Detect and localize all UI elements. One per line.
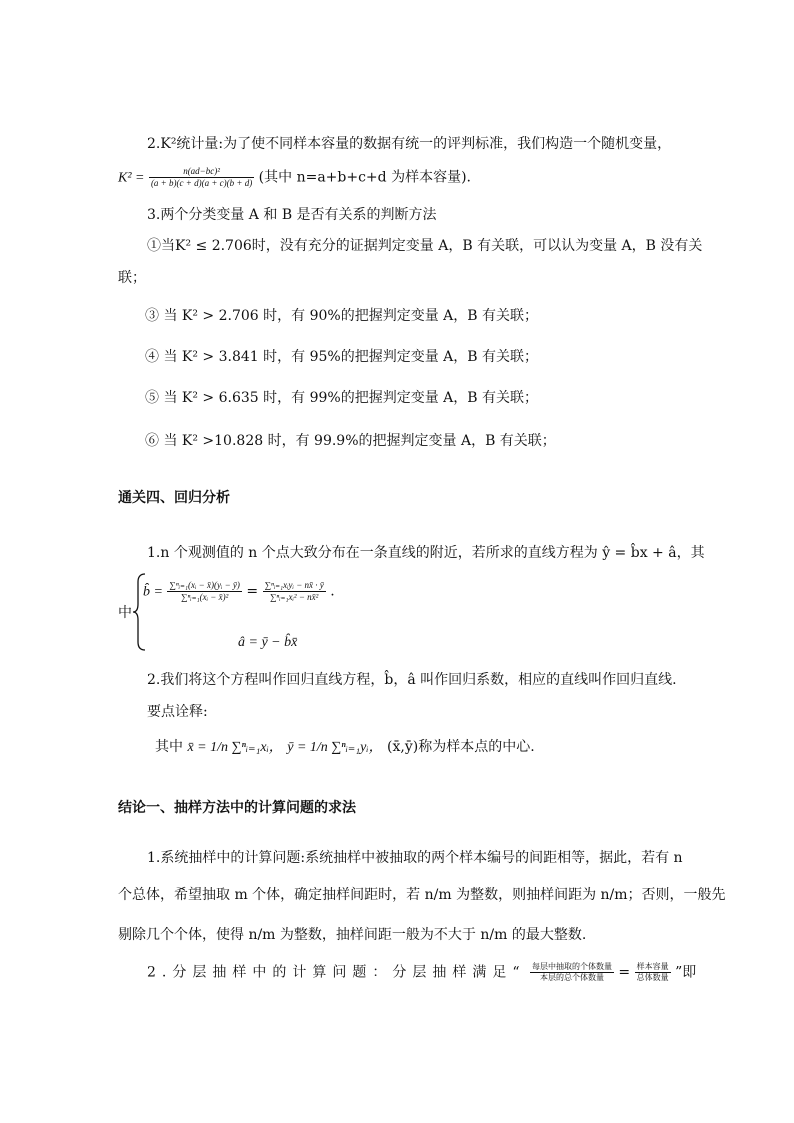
k2-formula [118, 166, 471, 192]
section3-item1: ①当K² ≤ 2.706时，没有充分的证据判定变量 A，B 有关联，可以认为变量 A，B 没有关 [147, 238, 703, 254]
section3-item2: ③ 当 K² > 2.706 时，有 90%的把握判定变量 A，B 有关联； [145, 308, 538, 324]
regression-a-formula: â = ȳ − b̂x̄ [238, 635, 298, 650]
section3-item3: ④ 当 K² > 3.841 时，有 95%的把握判定变量 A，B 有关联； [145, 349, 538, 365]
strat-f1-den: 本层的总个体数量 [539, 973, 604, 982]
section3-item1-cont: 联； [118, 270, 146, 286]
k2-numerator: n(ad−bc)² [149, 166, 254, 178]
b-fraction-2 [263, 580, 326, 603]
b-num-1: ∑ⁿᵢ₌₁(xᵢ − x̄)(yᵢ − ȳ) [169, 580, 240, 590]
regression-line2: 2.我们将这个方程叫作回归直线方程，b̂，â 叫作回归系数，相应的直线叫作回归直线. [147, 672, 677, 688]
strat-f2-den: 总体数量 [636, 973, 669, 982]
k2-denominator: (a + b)(c + d)(a + c)(b + d) [150, 178, 253, 188]
k2-note: (其中 n=a+b+c+d 为样本容量). [258, 169, 471, 186]
sample-center-line [155, 737, 535, 758]
center-pre: 其中 [155, 739, 183, 755]
heading-regression: 通关四、回归分析 [118, 489, 230, 505]
k2-fraction [149, 166, 254, 189]
systematic-line3: 剔除几个个体，使得 n/m 为整数，抽样间距一般为不大于 n/m 的最大整数. [118, 927, 587, 943]
x-bar-def: x̄ = 1/n ∑ⁿᵢ₌₁xᵢ， [187, 740, 283, 755]
strat-equals: = [618, 964, 631, 981]
stratified-line [147, 962, 696, 990]
section3-item5: ⑥ 当 K² >10.828 时，有 99.9%的把握判定变量 A，B 有关联； [145, 433, 556, 449]
stratified-fraction-2 [635, 962, 671, 983]
stratified-post: ”即 [675, 964, 697, 981]
k2-intro: 2.K²统计量:为了使不同样本容量的数据有统一的评判标准，我们构造一个随机变量， [147, 136, 672, 152]
regression-zhong: 中 [118, 605, 132, 621]
b-den-2: ∑ⁿᵢ₌₁xᵢ² − nx̄² [269, 592, 319, 602]
b-num-2: ∑ⁿᵢ₌₁xᵢyᵢ − nx̄ · ȳ [264, 580, 324, 590]
b-hat-lhs: b̂ = [143, 584, 163, 600]
section3-item4: ⑤ 当 K² > 6.635 时，有 99%的把握判定变量 A，B 有关联； [145, 390, 538, 406]
stratified-pre: 2.分层抽样中的计算问题：分层抽样满足“ [147, 964, 526, 981]
b-den-1: ∑ⁿᵢ₌₁(xᵢ − x̄)² [181, 592, 229, 602]
systematic-line1: 1.系统抽样中的计算问题:系统抽样中被抽取的两个样本编号的间距相等，据此，若有 n [147, 850, 683, 866]
heading-conclusion1: 结论一、抽样方法中的计算问题的求法 [118, 799, 356, 815]
section3-title: 3.两个分类变量 A 和 B 是否有关系的判断方法 [147, 207, 437, 223]
b-fraction-1 [167, 580, 242, 603]
strat-f1-num: 每层中抽取的个体数量 [531, 962, 612, 971]
regression-b-formula: b̂ = $\frac{\text{∑ⁿᵢ₌₁(xᵢ − x̄)(yᵢ − ȳ)}}{\text{∑ⁿᵢ₌₁(xᵢ − x̄)²}}$ = $\frac{\text{∑ⁿᵢ₌₁xᵢyᵢ − nx̄ · ȳ}}{\text{∑ⁿᵢ₌₁xᵢ² − nx̄²}}$ . [143, 580, 335, 602]
regression-line1: 1.n 个观测值的 n 个点大致分布在一条直线的附近，若所求的直线方程为 ŷ = b̂x + â，其 [147, 545, 705, 561]
y-bar-def: ȳ = 1/n ∑ⁿᵢ₌₁yᵢ， [287, 740, 383, 755]
key-points-label: 要点诠释: [147, 704, 208, 720]
stratified-fraction-1 [530, 962, 614, 983]
systematic-line2: 个总体，希望抽取 m 个体，确定抽样间距时，若 n/m 为整数，则抽样间距为 n/m；否则，一般先 [118, 887, 726, 903]
strat-f2-num: 样本容量 [636, 962, 669, 971]
center-post: (x̄,ȳ)称为样本点的中心. [387, 739, 535, 755]
k2-lhs: K² = [118, 170, 145, 186]
